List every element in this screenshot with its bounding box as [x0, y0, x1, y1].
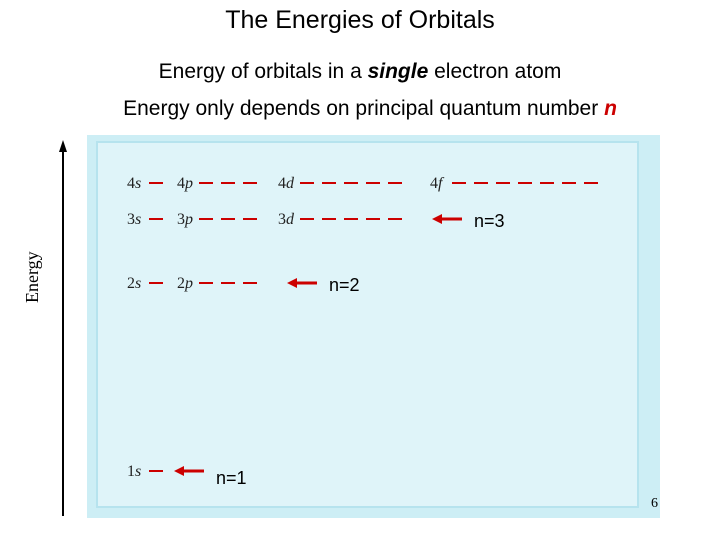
subshell-number: 3: [278, 211, 286, 228]
level-label-n1: n=1: [216, 468, 247, 488]
subshell-label-4d: [278, 175, 295, 192]
subshell-number: 2: [177, 275, 185, 292]
energy-axis-label: Energy: [22, 251, 42, 303]
subshell-letter: d: [286, 175, 294, 192]
subshell-number: 2: [127, 275, 135, 292]
subtitle-emphasis: single: [367, 60, 429, 83]
subshell-letter: p: [185, 211, 193, 228]
subshell-letter: s: [135, 275, 142, 292]
subshell-label-4p: [177, 175, 193, 192]
subshell-letter: d: [286, 211, 294, 228]
page-title: The Energies of Orbitals: [225, 6, 495, 34]
subshell-number: 4: [430, 175, 438, 192]
subshell-letter: p: [185, 175, 193, 192]
subshell-number: 3: [127, 211, 135, 228]
subshell-label-4s: [127, 175, 141, 192]
subshell-label-1s: [127, 463, 141, 480]
subtitle-text-a: Energy of orbitals in a: [158, 60, 368, 83]
slide-number: 6: [651, 496, 658, 511]
subshell-number: 4: [177, 175, 185, 192]
subshell-letter: s: [135, 211, 142, 228]
subshell-label-3d: [278, 211, 295, 228]
subshell-letter: f: [438, 175, 443, 192]
subshell-label-3s: [127, 211, 141, 228]
subshell-number: 3: [177, 211, 185, 228]
subshell-letter: s: [135, 175, 142, 192]
subshell-label-2p: [177, 275, 193, 292]
subshell-label-2s: [127, 275, 141, 292]
quantum-number-variable: n: [604, 97, 617, 120]
subshell-letter: p: [185, 275, 193, 292]
subshell-number: 4: [127, 175, 135, 192]
level-label-n3: n=3: [474, 211, 505, 231]
subtitle-text-c: Energy only depends on principal quantum number: [123, 97, 605, 120]
subshell-number: 1: [127, 463, 135, 480]
subshell-letter: s: [135, 463, 142, 480]
energy-axis-arrowhead: [59, 140, 67, 152]
level-label-n2: n=2: [329, 275, 360, 295]
diagram-panel: [97, 142, 638, 507]
subshell-number: 4: [278, 175, 286, 192]
subtitle-text-b: electron atom: [428, 60, 562, 83]
subshell-label-3p: [177, 211, 193, 228]
